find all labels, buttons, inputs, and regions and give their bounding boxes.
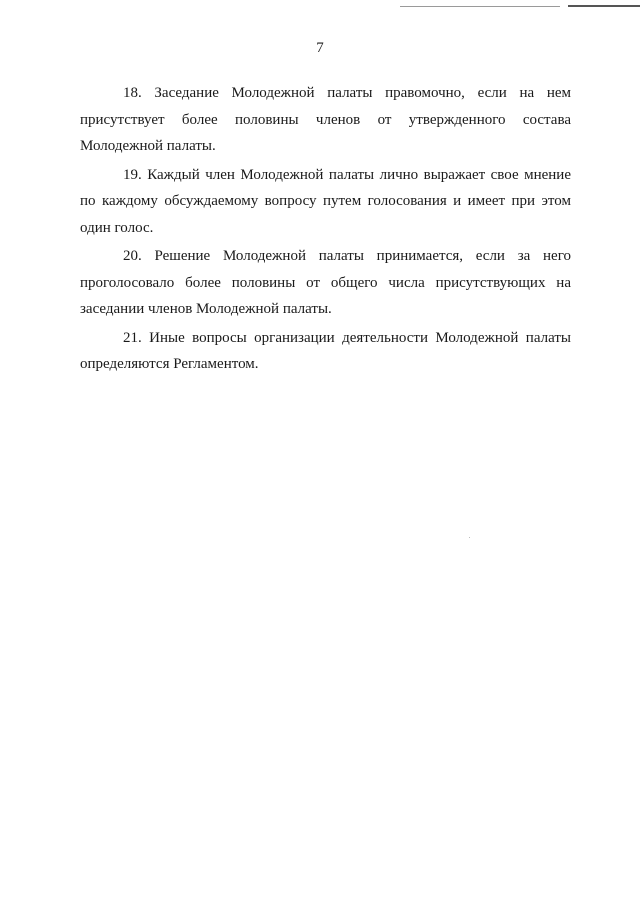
paragraph-19: 19. Каждый член Молодежной палаты лично выражает свое мнение по каждому обсуждаемому вопросу путем голосования и имеет при этом один голос. <box>80 166 571 236</box>
scan-edge-line-dark <box>568 5 640 7</box>
document-body <box>80 80 571 380</box>
paragraph-18: 18. Заседание Молодежной палаты правомочно, если на нем присутствует более половины членов от утвержденного состава Молодежной палаты. <box>80 85 571 154</box>
scan-edge-line <box>400 6 560 7</box>
scan-edge-artifact <box>400 5 640 8</box>
scan-speck <box>469 537 470 538</box>
paragraph-20: 20. Решение Молодежной палаты принимается, если за него проголосовало более половины от общего числа присутствующих на заседании членов Молодежной палаты. <box>80 248 571 317</box>
page-number: 7 <box>316 40 324 56</box>
paragraph-21: 21. Иные вопросы организации деятельности Молодежной палаты определяются Регламентом. <box>80 329 571 372</box>
